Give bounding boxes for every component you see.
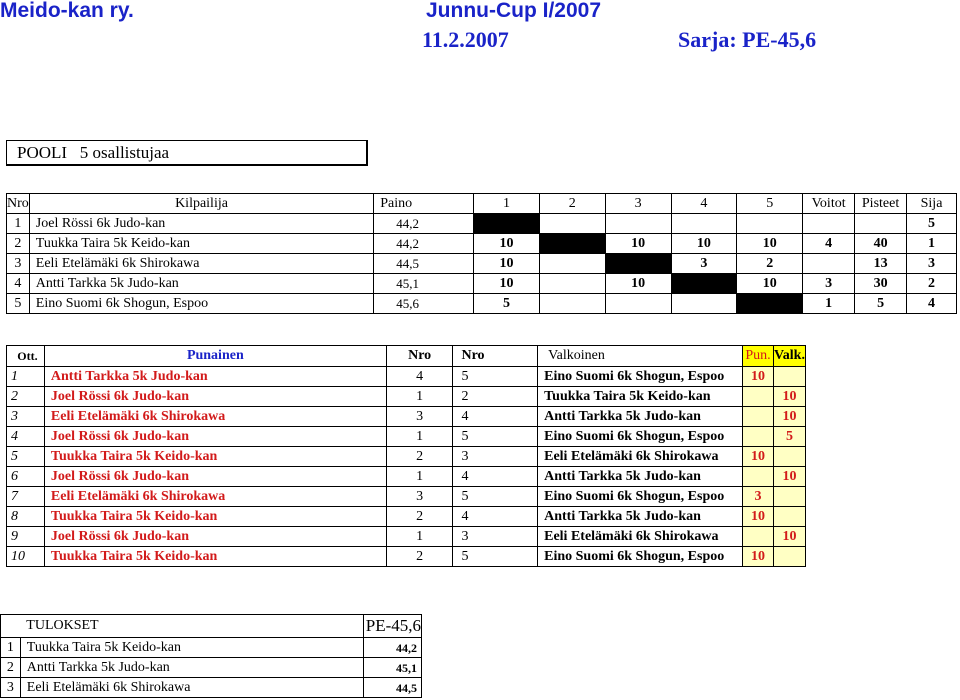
match-row — [7, 527, 806, 547]
results-title: TULOKSET — [20, 615, 363, 638]
match-order: 2 — [7, 387, 45, 407]
white-nro: 4 — [453, 507, 538, 527]
result — [605, 214, 671, 234]
results-blank — [1, 615, 21, 638]
col-sija: Sija — [907, 194, 957, 214]
nro: 3 — [7, 254, 30, 274]
result: 10 — [474, 254, 540, 274]
white-score — [773, 507, 805, 527]
match-row — [7, 547, 806, 567]
result-weight: 45,1 — [363, 658, 421, 678]
white-nro: 5 — [453, 547, 538, 567]
white-competitor: Antti Tarkka 5k Judo-kan — [538, 407, 743, 427]
series-label: Sarja: PE-45,6 — [678, 27, 817, 52]
result-place: 3 — [1, 678, 21, 698]
white-competitor: Eino Suomi 6k Shogun, Espoo — [538, 487, 743, 507]
result: 10 — [605, 274, 671, 294]
competitor: Antti Tarkka 5k Judo-kan — [29, 274, 373, 294]
match-table — [6, 345, 806, 567]
red-competitor: Tuukka Taira 5k Keido-kan — [44, 447, 386, 467]
red-nro: 2 — [386, 507, 453, 527]
col-4: 4 — [671, 194, 737, 214]
red-score — [742, 427, 773, 447]
red-competitor: Tuukka Taira 5k Keido-kan — [44, 547, 386, 567]
col-voitot: Voitot — [803, 194, 855, 214]
col-2: 2 — [539, 194, 605, 214]
result — [737, 214, 803, 234]
white-score: 10 — [773, 467, 805, 487]
match-row — [7, 427, 806, 447]
white-nro: 4 — [453, 407, 538, 427]
red-nro: 3 — [386, 487, 453, 507]
wins: 1 — [803, 294, 855, 314]
red-score: 10 — [742, 367, 773, 387]
white-competitor: Eino Suomi 6k Shogun, Espoo — [538, 547, 743, 567]
red-nro: 1 — [386, 387, 453, 407]
col-valk: Valk. — [773, 346, 805, 367]
points: 40 — [855, 234, 907, 254]
col-nro: Nro — [7, 194, 30, 214]
result-weight: 44,2 — [363, 638, 421, 658]
match-order: 3 — [7, 407, 45, 427]
wins: 4 — [803, 234, 855, 254]
nro: 1 — [7, 214, 30, 234]
blocked-cell — [474, 214, 540, 234]
col-pisteet: Pisteet — [855, 194, 907, 214]
red-score: 3 — [742, 487, 773, 507]
white-score — [773, 487, 805, 507]
result: 5 — [474, 294, 540, 314]
place: 1 — [907, 234, 957, 254]
col-nro-red: Nro — [386, 346, 453, 367]
white-score: 10 — [773, 407, 805, 427]
white-competitor: Antti Tarkka 5k Judo-kan — [538, 507, 743, 527]
match-order: 10 — [7, 547, 45, 567]
result: 10 — [671, 234, 737, 254]
white-score — [773, 547, 805, 567]
match-order: 4 — [7, 427, 45, 447]
white-score: 10 — [773, 527, 805, 547]
match-header-row — [7, 346, 806, 367]
match-row — [7, 507, 806, 527]
pool-title: POOLI 5 osallistujaa — [17, 143, 170, 162]
weight: 44,2 — [374, 214, 474, 234]
result: 10 — [474, 234, 540, 254]
red-score — [742, 527, 773, 547]
red-competitor: Antti Tarkka 5k Judo-kan — [44, 367, 386, 387]
place: 4 — [907, 294, 957, 314]
col-3: 3 — [605, 194, 671, 214]
weight: 45,1 — [374, 274, 474, 294]
blocked-cell — [671, 274, 737, 294]
col-nro-white: Nro — [453, 346, 538, 367]
result-name: Tuukka Taira 5k Keido-kan — [20, 638, 363, 658]
white-competitor: Antti Tarkka 5k Judo-kan — [538, 467, 743, 487]
match-order: 6 — [7, 467, 45, 487]
match-order: 1 — [7, 367, 45, 387]
results-header-row — [1, 615, 422, 638]
result — [605, 294, 671, 314]
competitor: Eino Suomi 6k Shogun, Espoo — [29, 294, 373, 314]
match-row — [7, 387, 806, 407]
match-order: 8 — [7, 507, 45, 527]
match-order: 7 — [7, 487, 45, 507]
result — [539, 214, 605, 234]
result: 3 — [671, 254, 737, 274]
result: 2 — [737, 254, 803, 274]
white-score: 10 — [773, 387, 805, 407]
competitor: Eeli Etelämäki 6k Shirokawa — [29, 254, 373, 274]
red-competitor: Eeli Etelämäki 6k Shirokawa — [44, 487, 386, 507]
red-nro: 1 — [386, 427, 453, 447]
club-name: Meido-kan ry. — [0, 0, 134, 22]
red-competitor: Tuukka Taira 5k Keido-kan — [44, 507, 386, 527]
red-score — [742, 387, 773, 407]
col-ott: Ott. — [7, 346, 45, 367]
red-competitor: Joel Rössi 6k Judo-kan — [44, 427, 386, 447]
result — [539, 274, 605, 294]
red-competitor: Joel Rössi 6k Judo-kan — [44, 467, 386, 487]
col-5: 5 — [737, 194, 803, 214]
match-order: 9 — [7, 527, 45, 547]
red-score: 10 — [742, 547, 773, 567]
white-score — [773, 447, 805, 467]
nro: 4 — [7, 274, 30, 294]
red-competitor: Joel Rössi 6k Judo-kan — [44, 387, 386, 407]
nro: 2 — [7, 234, 30, 254]
red-nro: 4 — [386, 367, 453, 387]
pool-row — [7, 234, 957, 254]
weight: 44,2 — [374, 234, 474, 254]
white-competitor: Eeli Etelämäki 6k Shirokawa — [538, 447, 743, 467]
result: 10 — [605, 234, 671, 254]
wins — [803, 254, 855, 274]
col-paino: Paino — [374, 194, 474, 214]
blocked-cell — [737, 294, 803, 314]
result-place: 2 — [1, 658, 21, 678]
red-nro: 3 — [386, 407, 453, 427]
col-valkoinen: Valkoinen — [538, 346, 743, 367]
results-row — [1, 638, 422, 658]
match-row — [7, 487, 806, 507]
white-competitor: Tuukka Taira 5k Keido-kan — [538, 387, 743, 407]
event-title: Junnu-Cup I/2007 — [426, 0, 602, 22]
results-table — [0, 614, 422, 698]
red-score — [742, 467, 773, 487]
blocked-cell — [539, 234, 605, 254]
match-row — [7, 447, 806, 467]
pool-title-box — [6, 140, 368, 166]
competitor: Joel Rössi 6k Judo-kan — [29, 214, 373, 234]
col-1: 1 — [474, 194, 540, 214]
red-nro: 2 — [386, 447, 453, 467]
result: 10 — [474, 274, 540, 294]
wins: 3 — [803, 274, 855, 294]
white-nro: 3 — [453, 447, 538, 467]
white-competitor: Eino Suomi 6k Shogun, Espoo — [538, 427, 743, 447]
red-nro: 2 — [386, 547, 453, 567]
pool-row — [7, 294, 957, 314]
place: 3 — [907, 254, 957, 274]
white-nro: 3 — [453, 527, 538, 547]
wins — [803, 214, 855, 234]
pool-row — [7, 214, 957, 234]
col-kilpailija: Kilpailija — [29, 194, 373, 214]
red-competitor: Joel Rössi 6k Judo-kan — [44, 527, 386, 547]
match-row — [7, 367, 806, 387]
white-nro: 2 — [453, 387, 538, 407]
red-competitor: Eeli Etelämäki 6k Shirokawa — [44, 407, 386, 427]
result: 10 — [737, 234, 803, 254]
match-row — [7, 467, 806, 487]
pool-row — [7, 254, 957, 274]
col-pun: Pun. — [742, 346, 773, 367]
nro: 5 — [7, 294, 30, 314]
red-nro: 1 — [386, 467, 453, 487]
results-row — [1, 678, 422, 698]
pool-header-row — [7, 194, 957, 214]
white-competitor: Eeli Etelämäki 6k Shirokawa — [538, 527, 743, 547]
result — [671, 294, 737, 314]
red-score: 10 — [742, 507, 773, 527]
white-competitor: Eino Suomi 6k Shogun, Espoo — [538, 367, 743, 387]
white-score: 5 — [773, 427, 805, 447]
result — [539, 294, 605, 314]
result-name: Antti Tarkka 5k Judo-kan — [20, 658, 363, 678]
blocked-cell — [605, 254, 671, 274]
white-nro: 4 — [453, 467, 538, 487]
result-name: Eeli Etelämäki 6k Shirokawa — [20, 678, 363, 698]
result-weight: 44,5 — [363, 678, 421, 698]
pool-table — [6, 193, 957, 314]
points: 5 — [855, 294, 907, 314]
red-score: 10 — [742, 447, 773, 467]
event-date: 11.2.2007 — [422, 27, 509, 52]
points: 13 — [855, 254, 907, 274]
place: 5 — [907, 214, 957, 234]
results-series: PE-45,6 — [363, 615, 421, 638]
white-score — [773, 367, 805, 387]
white-nro: 5 — [453, 427, 538, 447]
pool-row — [7, 274, 957, 294]
points: 30 — [855, 274, 907, 294]
points — [855, 214, 907, 234]
col-punainen: Punainen — [44, 346, 386, 367]
competitor: Tuukka Taira 5k Keido-kan — [29, 234, 373, 254]
white-nro: 5 — [453, 367, 538, 387]
results-row — [1, 658, 422, 678]
red-score — [742, 407, 773, 427]
match-order: 5 — [7, 447, 45, 467]
place: 2 — [907, 274, 957, 294]
match-row — [7, 407, 806, 427]
result — [539, 254, 605, 274]
red-nro: 1 — [386, 527, 453, 547]
result: 10 — [737, 274, 803, 294]
weight: 45,6 — [374, 294, 474, 314]
white-nro: 5 — [453, 487, 538, 507]
result-place: 1 — [1, 638, 21, 658]
weight: 44,5 — [374, 254, 474, 274]
result — [671, 214, 737, 234]
